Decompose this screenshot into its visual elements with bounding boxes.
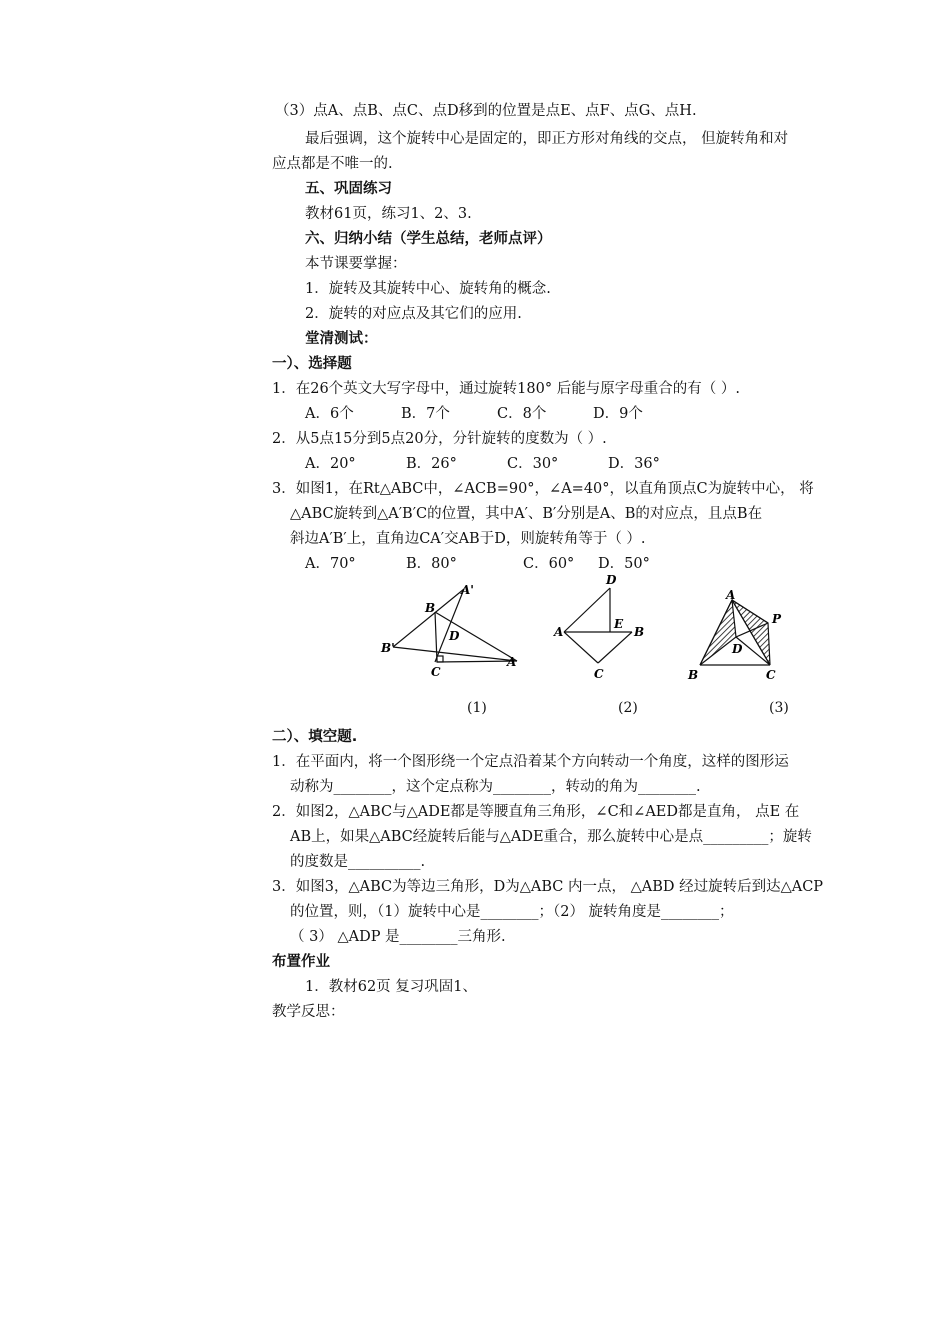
text-line: 教材61页，练习1、2、3. (305, 206, 472, 222)
option: C．60° (523, 556, 575, 572)
option: D．9个 (593, 406, 643, 422)
fig1-label-B-prime: B' (381, 641, 395, 655)
section-heading: 六、归纳小结（学生总结，老师点评） (305, 231, 552, 247)
fig1-label-A-prime: A' (461, 583, 474, 597)
text-line: 教学反思： (272, 1004, 345, 1020)
fig2-label-B: B (634, 625, 645, 639)
fig2-label-C: C (594, 667, 604, 681)
question: 斜边A′B′上，直角边CA′交AB于D，则旋转角等于（ ）. (290, 531, 646, 547)
section-heading: 一）、选择题 (272, 356, 352, 372)
option: D．50° (598, 556, 650, 572)
question: 3．如图3，△ABC为等边三角形，D为△ABC 内一点， △ABD 经过旋转后到达△ACP (272, 879, 824, 895)
section-heading: 二）、填空题. (272, 729, 358, 745)
figure-1-diagram (375, 582, 535, 682)
text-line: 最后强调，这个旋转中心是固定的，即正方形对角线的交点， 但旋转角和对 (305, 131, 789, 147)
question: 2．如图2，△ABC与△ADE都是等腰直角三角形，∠C和∠AED都是直角， 点E 在 (272, 804, 800, 820)
question: 的位置，则，（1）旋转中心是________；（2） 旋转角度是________； (290, 904, 734, 920)
fig3-label-C: C (766, 668, 776, 682)
fig3-label-P: P (772, 612, 782, 626)
question: 2．从5点15分到5点20分，分针旋转的度数为（ ）. (272, 431, 607, 447)
answer-options (305, 454, 660, 474)
option: A．6个 (305, 406, 354, 422)
fig3-label-B: B (688, 668, 699, 682)
fig2-label-D: D (606, 573, 617, 587)
fig1-label-D: D (449, 629, 460, 643)
fig1-label-C: C (431, 665, 441, 679)
option: C．8个 (497, 406, 547, 422)
option: B．26° (406, 456, 457, 472)
figure-1-caption: (1) (467, 700, 487, 716)
text-line: 1．旋转及其旋转中心、旋转角的概念. (305, 281, 551, 297)
fig3-label-A: A (726, 588, 736, 602)
section-heading: 堂清测试： (305, 331, 378, 347)
question: 3．如图1，在Rt△ABC中，∠ACB=90°，∠A=40°，以直角顶点C为旋转中心， 将 (272, 481, 814, 497)
figure-3-caption: (3) (769, 700, 789, 716)
question: AB上，如果△ABC经旋转后能与△ADE重合，那么旋转中心是点_________；旋转 (290, 829, 812, 845)
figure-2-caption: (2) (618, 700, 638, 716)
question: 的度数是__________. (290, 854, 426, 870)
option: A．20° (305, 456, 356, 472)
option: B．7个 (401, 406, 450, 422)
question: 1．在26个英文大写字母中，通过旋转180° 后能与原字母重合的有（ ）. (272, 381, 740, 397)
question: △ABC旋转到△A′B′C的位置，其中A′、B′分别是A、B的对应点，且点B在 (290, 506, 763, 522)
option: D．36° (608, 456, 660, 472)
question: 1．在平面内，将一个图形绕一个定点沿着某个方向转动一个角度，这样的图形运 (272, 754, 789, 770)
section-heading: 布置作业 (272, 954, 330, 970)
section-heading: 五、巩固练习 (305, 181, 392, 197)
option: B．80° (406, 556, 457, 572)
answer-options (305, 404, 643, 424)
text-line: 本节课要掌握： (305, 256, 407, 272)
fig2-label-A: A (554, 625, 564, 639)
question: 动称为________，这个定点称为________，转动的角为________. (290, 779, 701, 795)
fig2-label-E: E (614, 617, 624, 631)
text-line: 2．旋转的对应点及其它们的应用. (305, 306, 522, 322)
fig1-label-B: B (425, 601, 436, 615)
figure-2-diagram (548, 568, 658, 683)
option: A．70° (305, 556, 356, 572)
text-line: （3）点A、点B、点C、点D移到的位置是点E、点F、点G、点H. (275, 103, 697, 119)
question: （ 3） △ADP 是________三角形. (290, 929, 506, 945)
text-line: 应点都是不唯一的. (272, 156, 393, 172)
figure-3-diagram (680, 585, 790, 685)
fig1-label-A: A (507, 655, 517, 669)
fig3-label-D: D (732, 642, 743, 656)
option: C．30° (507, 456, 559, 472)
text-line: 1．教材62页 复习巩固1、 (305, 979, 478, 995)
